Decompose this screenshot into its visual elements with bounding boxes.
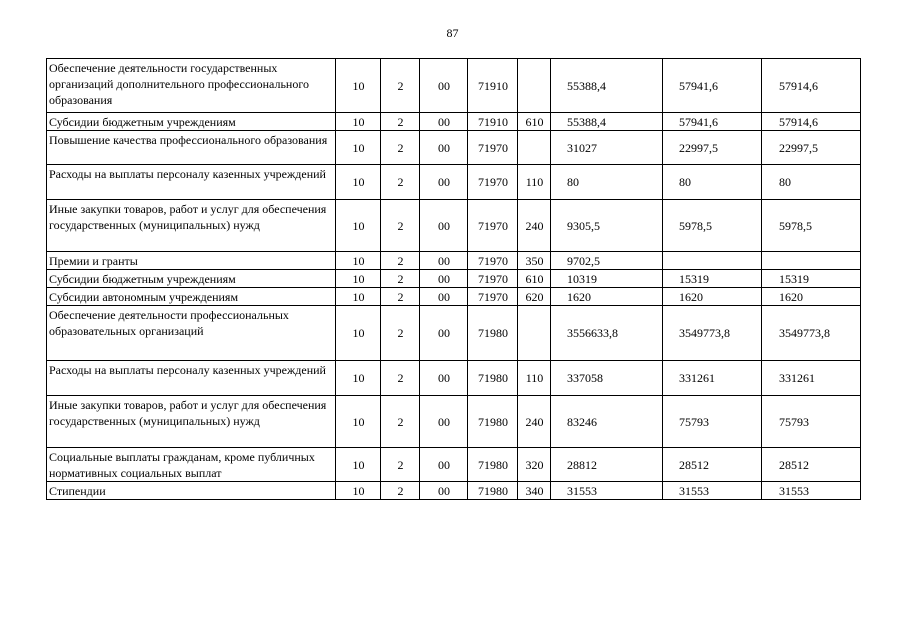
program-code-cell: 00 (420, 448, 468, 482)
amount-year1-cell: 55388,4 (551, 59, 663, 113)
section-code-cell: 10 (336, 396, 381, 448)
expense-type-cell (518, 59, 551, 113)
amount-year3-cell: 28512 (762, 448, 861, 482)
expense-type-cell: 340 (518, 482, 551, 500)
expense-type-cell (518, 306, 551, 361)
row-name-cell: Субсидии бюджетным учреждениям (47, 270, 336, 288)
expense-type-cell: 610 (518, 270, 551, 288)
amount-year1-cell: 31553 (551, 482, 663, 500)
program-code-cell: 00 (420, 270, 468, 288)
amount-year2-cell: 80 (663, 165, 762, 200)
section-code-cell: 10 (336, 200, 381, 252)
amount-year1-cell: 83246 (551, 396, 663, 448)
program-code-cell: 00 (420, 59, 468, 113)
amount-year2-cell: 75793 (663, 396, 762, 448)
target-code-cell: 71970 (468, 270, 518, 288)
expense-type-cell: 110 (518, 361, 551, 396)
amount-year1-cell: 10319 (551, 270, 663, 288)
section-code-cell: 10 (336, 131, 381, 165)
table-row (47, 252, 861, 270)
amount-year3-cell: 5978,5 (762, 200, 861, 252)
program-code-cell: 00 (420, 165, 468, 200)
row-name-cell: Субсидии автономным учреждениям (47, 288, 336, 306)
amount-year2-cell: 57941,6 (663, 113, 762, 131)
program-code-cell: 00 (420, 200, 468, 252)
subsection-code-cell: 2 (381, 131, 420, 165)
amount-year2-cell: 57941,6 (663, 59, 762, 113)
table-row (47, 59, 861, 113)
amount-year1-cell: 337058 (551, 361, 663, 396)
expense-type-cell: 240 (518, 200, 551, 252)
amount-year1-cell: 9305,5 (551, 200, 663, 252)
table-row (47, 288, 861, 306)
amount-year1-cell: 3556633,8 (551, 306, 663, 361)
expense-type-cell: 240 (518, 396, 551, 448)
subsection-code-cell: 2 (381, 59, 420, 113)
amount-year2-cell: 331261 (663, 361, 762, 396)
section-code-cell: 10 (336, 165, 381, 200)
expense-type-cell: 350 (518, 252, 551, 270)
amount-year2-cell: 5978,5 (663, 200, 762, 252)
table-row (47, 361, 861, 396)
row-name-cell: Расходы на выплаты персоналу казенных учреждений (47, 361, 336, 396)
target-code-cell: 71980 (468, 482, 518, 500)
section-code-cell: 10 (336, 482, 381, 500)
amount-year3-cell: 75793 (762, 396, 861, 448)
table-row (47, 131, 861, 165)
expense-type-cell: 620 (518, 288, 551, 306)
amount-year3-cell: 22997,5 (762, 131, 861, 165)
row-name-cell: Социальные выплаты гражданам, кроме публичных нормативных социальных выплат (47, 448, 336, 482)
amount-year3-cell: 31553 (762, 482, 861, 500)
table-row (47, 448, 861, 482)
amount-year2-cell: 28512 (663, 448, 762, 482)
target-code-cell: 71980 (468, 306, 518, 361)
section-code-cell: 10 (336, 59, 381, 113)
amount-year3-cell: 15319 (762, 270, 861, 288)
subsection-code-cell: 2 (381, 270, 420, 288)
row-name-cell: Обеспечение деятельности государственных организаций дополнительного профессионального образования (47, 59, 336, 113)
target-code-cell: 71980 (468, 448, 518, 482)
row-name-cell: Субсидии бюджетным учреждениям (47, 113, 336, 131)
row-name-cell: Иные закупки товаров, работ и услуг для обеспечения государственных (муниципальных) нужд (47, 200, 336, 252)
amount-year3-cell: 3549773,8 (762, 306, 861, 361)
amount-year2-cell (663, 252, 762, 270)
amount-year3-cell: 1620 (762, 288, 861, 306)
amount-year2-cell: 1620 (663, 288, 762, 306)
subsection-code-cell: 2 (381, 288, 420, 306)
table-row (47, 270, 861, 288)
amount-year2-cell: 3549773,8 (663, 306, 762, 361)
row-name-cell: Повышение качества профессионального образования (47, 131, 336, 165)
expense-type-cell: 610 (518, 113, 551, 131)
program-code-cell: 00 (420, 288, 468, 306)
amount-year1-cell: 1620 (551, 288, 663, 306)
amount-year3-cell: 57914,6 (762, 113, 861, 131)
target-code-cell: 71910 (468, 59, 518, 113)
row-name-cell: Стипендии (47, 482, 336, 500)
amount-year1-cell: 28812 (551, 448, 663, 482)
row-name-cell: Обеспечение деятельности профессиональных образовательных организаций (47, 306, 336, 361)
table-row (47, 113, 861, 131)
amount-year3-cell (762, 252, 861, 270)
target-code-cell: 71970 (468, 165, 518, 200)
table-row (47, 482, 861, 500)
expense-type-cell (518, 131, 551, 165)
target-code-cell: 71970 (468, 252, 518, 270)
amount-year2-cell: 31553 (663, 482, 762, 500)
section-code-cell: 10 (336, 113, 381, 131)
program-code-cell: 00 (420, 482, 468, 500)
amount-year1-cell: 9702,5 (551, 252, 663, 270)
row-name-cell: Иные закупки товаров, работ и услуг для обеспечения государственных (муниципальных) нужд (47, 396, 336, 448)
expense-type-cell: 110 (518, 165, 551, 200)
row-name-cell: Премии и гранты (47, 252, 336, 270)
row-name-cell: Расходы на выплаты персоналу казенных учреждений (47, 165, 336, 200)
amount-year2-cell: 15319 (663, 270, 762, 288)
section-code-cell: 10 (336, 448, 381, 482)
budget-table (46, 58, 861, 500)
section-code-cell: 10 (336, 306, 381, 361)
expense-type-cell: 320 (518, 448, 551, 482)
table-row (47, 200, 861, 252)
target-code-cell: 71980 (468, 361, 518, 396)
section-code-cell: 10 (336, 288, 381, 306)
subsection-code-cell: 2 (381, 396, 420, 448)
amount-year3-cell: 331261 (762, 361, 861, 396)
subsection-code-cell: 2 (381, 200, 420, 252)
section-code-cell: 10 (336, 361, 381, 396)
program-code-cell: 00 (420, 113, 468, 131)
target-code-cell: 71970 (468, 200, 518, 252)
program-code-cell: 00 (420, 396, 468, 448)
table-row (47, 165, 861, 200)
subsection-code-cell: 2 (381, 482, 420, 500)
table-row (47, 306, 861, 361)
program-code-cell: 00 (420, 252, 468, 270)
subsection-code-cell: 2 (381, 113, 420, 131)
amount-year3-cell: 80 (762, 165, 861, 200)
subsection-code-cell: 2 (381, 165, 420, 200)
section-code-cell: 10 (336, 270, 381, 288)
page-number: 87 (446, 26, 459, 40)
amount-year3-cell: 57914,6 (762, 59, 861, 113)
amount-year1-cell: 55388,4 (551, 113, 663, 131)
target-code-cell: 71970 (468, 131, 518, 165)
target-code-cell: 71980 (468, 396, 518, 448)
amount-year1-cell: 80 (551, 165, 663, 200)
table-row (47, 396, 861, 448)
subsection-code-cell: 2 (381, 361, 420, 396)
program-code-cell: 00 (420, 131, 468, 165)
subsection-code-cell: 2 (381, 252, 420, 270)
target-code-cell: 71970 (468, 288, 518, 306)
section-code-cell: 10 (336, 252, 381, 270)
subsection-code-cell: 2 (381, 448, 420, 482)
target-code-cell: 71910 (468, 113, 518, 131)
subsection-code-cell: 2 (381, 306, 420, 361)
program-code-cell: 00 (420, 361, 468, 396)
program-code-cell: 00 (420, 306, 468, 361)
budget-table-body (47, 59, 861, 500)
amount-year2-cell: 22997,5 (663, 131, 762, 165)
amount-year1-cell: 31027 (551, 131, 663, 165)
